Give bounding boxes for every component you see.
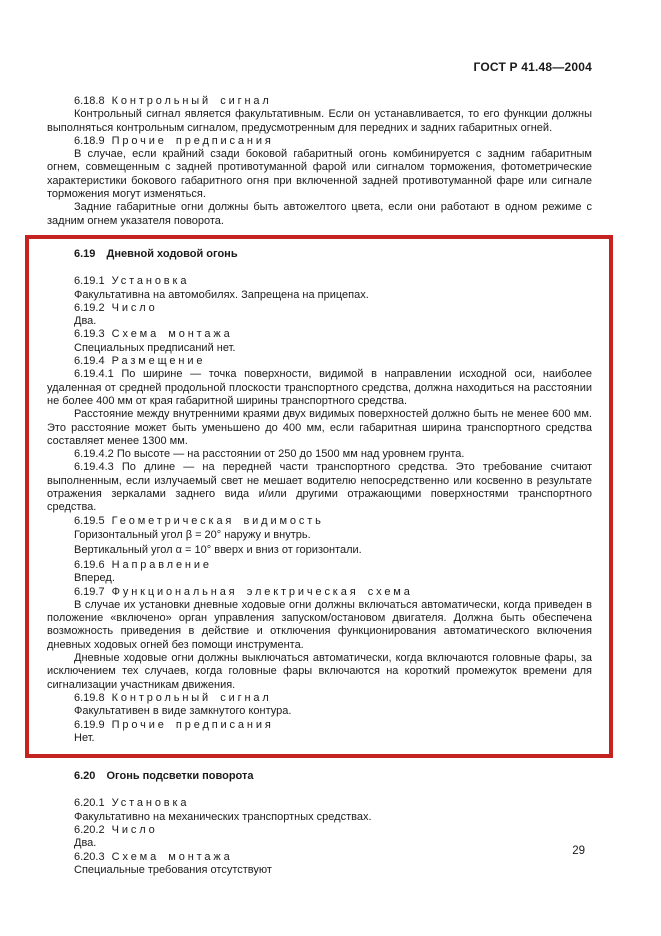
clause-number: 6.19.2	[74, 301, 105, 314]
paragraph: 6.19.4.2 По высоте — на расстоянии от 250 до 1500 мм над уровнем грунта.	[74, 448, 465, 461]
clause-number: 6.19.4	[74, 355, 105, 368]
clause-number: 6.19.9	[74, 718, 105, 731]
clause-heading	[47, 275, 592, 288]
clause-heading	[47, 719, 592, 732]
clause-number: 6.20.1	[74, 797, 105, 810]
clause-heading	[47, 797, 592, 810]
clause-heading	[47, 586, 592, 599]
clause-number: 6.19.3	[74, 328, 105, 341]
clause-title: Функциональная электрическая схема	[111, 585, 413, 598]
paragraph: Факультативна на автомобилях. Запрещена на прицепах.	[74, 288, 369, 301]
clause-title: Прочие предписания	[111, 718, 274, 731]
text-block-highlighted	[47, 248, 592, 745]
paragraph: Задние габаритные огни должны быть автожелтого цвета, если они работают в одном режиме с задним огнем указателя поворота.	[47, 201, 592, 227]
paragraph: Специальных предписаний нет.	[74, 341, 236, 354]
paragraph: 6.19.4.1 По ширине — точка поверхности, видимой в направлении исходной оси, наиболее удаленная от средней продольной плоскости транспортного средства, должна находиться на расстоянии не более 400 мм от края габаритной ширины транспортного средства.	[47, 368, 592, 407]
clause-title: Схема монтажа	[111, 328, 233, 341]
paragraph: Вертикальный угол α = 10° вверх и вниз от горизонтали.	[74, 544, 362, 557]
paragraph: Дневные ходовые огни должны выключаться автоматически, когда включаются головные фары, за исключением тех случаев, когда головные фары включаются на короткий промежуток времени для сигнализации участникам движения.	[47, 652, 592, 691]
clause-title: Контрольный сигнал	[111, 691, 272, 704]
clause-number: 6.19.1	[74, 275, 105, 288]
document-header: ГОСТ Р 41.48—2004	[473, 60, 592, 74]
highlight-box	[25, 235, 613, 758]
clause-number: 6.19.8	[74, 691, 105, 704]
clause-title: Схема монтажа	[111, 850, 233, 863]
paragraph: Факультативно на механических транспортных средствах.	[74, 810, 372, 823]
clause-heading	[47, 95, 592, 108]
paragraph: Факультативен в виде замкнутого контура.	[74, 705, 292, 718]
clause-number: 6.19.6	[74, 559, 105, 571]
clause-heading	[47, 328, 592, 341]
paragraph: Вперед.	[74, 572, 115, 585]
paragraph: Горизонтальный угол β = 20° наружу и внутрь.	[74, 529, 311, 542]
clause-number: 6.19	[74, 247, 96, 260]
document-body	[47, 95, 592, 877]
clause-number: 6.19.5	[74, 514, 105, 527]
section-heading	[47, 248, 592, 261]
clause-heading	[47, 302, 592, 315]
clause-title: Число	[111, 301, 158, 314]
clause-title: Установка	[111, 275, 190, 288]
text-block-before-highlight	[47, 95, 592, 228]
paragraph: Контрольный сигнал является факультативным. Если он устанавливается, то его функции должны выполняться контрольным сигналом, предусмотренным для передних и задних габаритных огней.	[47, 108, 592, 134]
clause-title: Число	[111, 824, 158, 837]
clause-title: Направление	[111, 559, 212, 571]
clause-title: Дневной ходовой огонь	[106, 247, 238, 260]
clause-title: Контрольный сигнал	[111, 95, 272, 107]
clause-heading	[47, 515, 592, 528]
paragraph: Расстояние между внутренними краями двух видимых поверхностей должно быть не менее 600 мм. Это расстояние может быть уменьшено до 400 мм, если габаритная ширина транспортного средства составляет менее 1300 мм.	[47, 408, 592, 447]
section-heading	[47, 770, 592, 783]
paragraph: В случае, если крайний сзади боковой габаритный огонь комбинируется с задним габаритным огнем, совмещенным с задней противотуманной фарой или сигналом торможения, фотометрические характеристики бокового габаритного огня при включенной задней противотуманной фаре или сигнале торможения могут изменяться.	[47, 148, 592, 201]
clause-title: Огонь подсветки поворота	[106, 770, 254, 783]
clause-heading	[47, 559, 592, 572]
paragraph: Нет.	[74, 731, 95, 744]
clause-number: 6.18.9	[74, 134, 105, 147]
paragraph: Два.	[74, 315, 97, 328]
paragraph: В случае их установки дневные ходовые огни должны включаться автоматически, когда приведен в положение «включено» орган управления запуском/остановом двигателя. Должна быть обеспечена возможность приведения в действие и отключения функционирования автоматического включения дневных ходовых огней без помощи инструмента.	[47, 598, 592, 651]
clause-title: Геометрическая видимость	[111, 514, 324, 527]
clause-title: Прочие предписания	[111, 134, 274, 147]
clause-heading	[47, 135, 592, 148]
clause-title: Установка	[111, 797, 190, 810]
clause-number: 6.20.2	[74, 824, 105, 837]
paragraph: Специальные требования отсутствуют	[74, 863, 272, 876]
clause-number: 6.19.7	[74, 585, 105, 598]
clause-number: 6.20	[74, 770, 96, 783]
paragraph: 6.19.4.3 По длине — на передней части транспортного средства. Это требование считают выполненным, если излучаемый свет не мешает водителю непосредственно или косвенно в результате отражения зеркалами заднего вида и/или другими отражающими поверхностями транспортного средства.	[47, 461, 592, 514]
clause-heading	[47, 824, 592, 837]
paragraph: Два.	[74, 837, 97, 850]
clause-heading	[47, 355, 592, 368]
text-block-after-highlight	[47, 770, 592, 877]
clause-number: 6.20.3	[74, 850, 105, 863]
clause-number: 6.18.8	[74, 95, 105, 107]
clause-title: Размещение	[111, 355, 206, 368]
clause-heading	[47, 692, 592, 705]
page-number: 29	[572, 845, 585, 857]
clause-heading	[47, 851, 592, 864]
